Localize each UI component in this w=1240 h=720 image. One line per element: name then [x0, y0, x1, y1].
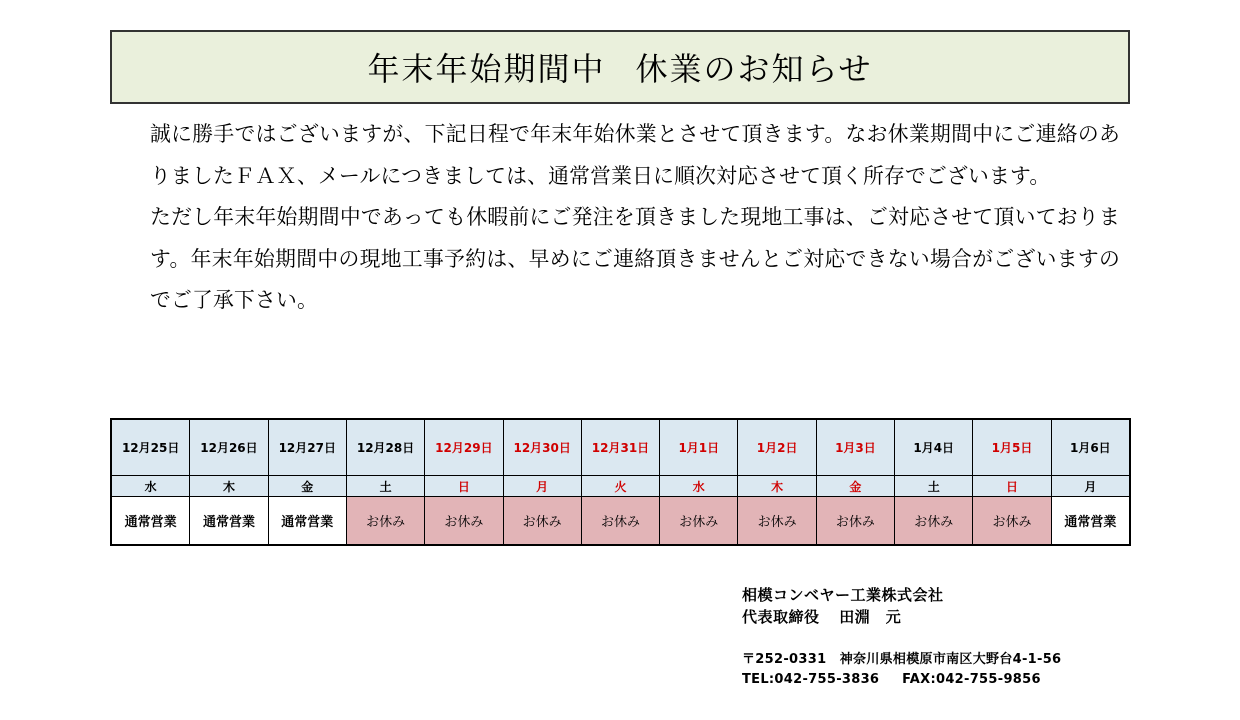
title-part-closure: 休業のお知らせ [635, 50, 873, 88]
representative-name: 田淵 元 [839, 608, 902, 626]
date-cell: 1月4日 [895, 420, 972, 475]
open-day-cell: 通常営業 [112, 497, 189, 544]
closed-day-cell: お休み [425, 497, 502, 544]
notice-paragraph-2: ただし年末年始期間中であっても休暇前にご発注を頂きました現地工事は、ご対応させて頂いております。年末年始期間中の現地工事予約は、早めにご連絡頂きませんとご対応できない場合がございますのでご了承下さい。 [150, 205, 1120, 312]
fax-number: FAX:042-755-9856 [902, 672, 1041, 687]
closed-day-cell: お休み [817, 497, 894, 544]
closed-day-cell: お休み [504, 497, 581, 544]
closed-day-cell: お休み [738, 497, 815, 544]
date-cell: 1月5日 [973, 420, 1050, 475]
closed-day-cell: お休み [895, 497, 972, 544]
open-day-cell: 通常営業 [190, 497, 267, 544]
date-cell: 1月2日 [738, 420, 815, 475]
closed-day-cell: お休み [582, 497, 659, 544]
open-day-cell: 通常営業 [269, 497, 346, 544]
tel-number: TEL:042-755-3836 [742, 672, 880, 687]
weekday-cell: 日 [973, 476, 1050, 496]
weekday-cell: 水 [112, 476, 189, 496]
date-cell: 12月27日 [269, 420, 346, 475]
date-cell: 12月25日 [112, 420, 189, 475]
notice-body [150, 114, 1120, 322]
weekday-cell: 月 [504, 476, 581, 496]
postal-address: 〒252-0331 神奈川県相模原市南区大野台4-1-56 [742, 652, 1062, 667]
weekday-cell: 日 [425, 476, 502, 496]
date-cell: 1月1日 [660, 420, 737, 475]
notice-paragraph-1: 誠に勝手ではございますが、下記日程で年末年始休業とさせて頂きます。なお休業期間中にご連絡のありましたＦＡＸ、メールにつきましては、通常営業日に順次対応させて頂く所存でございます。 [150, 122, 1120, 188]
closed-day-cell: お休み [973, 497, 1050, 544]
weekday-cell: 水 [660, 476, 737, 496]
weekday-cell: 金 [269, 476, 346, 496]
date-cell: 12月30日 [504, 420, 581, 475]
date-cell: 12月28日 [347, 420, 424, 475]
weekday-cell: 土 [347, 476, 424, 496]
company-block [742, 584, 944, 628]
date-cell: 1月3日 [817, 420, 894, 475]
company-name: 相模コンベヤー工業株式会社 [742, 586, 944, 604]
representative-title: 代表取締役 [742, 608, 820, 626]
notice-title [110, 30, 1130, 104]
representative [742, 606, 944, 628]
date-cell: 1月6日 [1052, 420, 1129, 475]
weekday-cell: 金 [817, 476, 894, 496]
date-cell: 12月29日 [425, 420, 502, 475]
weekday-cell: 木 [190, 476, 267, 496]
weekday-cell: 火 [582, 476, 659, 496]
closed-day-cell: お休み [347, 497, 424, 544]
weekday-cell: 木 [738, 476, 815, 496]
date-cell: 12月31日 [582, 420, 659, 475]
holiday-calendar-table [110, 418, 1131, 546]
weekday-cell: 土 [895, 476, 972, 496]
date-cell: 12月26日 [190, 420, 267, 475]
contact-numbers [742, 670, 1061, 690]
title-part-period: 年末年始期間中 [367, 50, 606, 88]
closed-day-cell: お休み [660, 497, 737, 544]
address-block [742, 650, 1061, 690]
weekday-cell: 月 [1052, 476, 1129, 496]
open-day-cell: 通常営業 [1052, 497, 1129, 544]
